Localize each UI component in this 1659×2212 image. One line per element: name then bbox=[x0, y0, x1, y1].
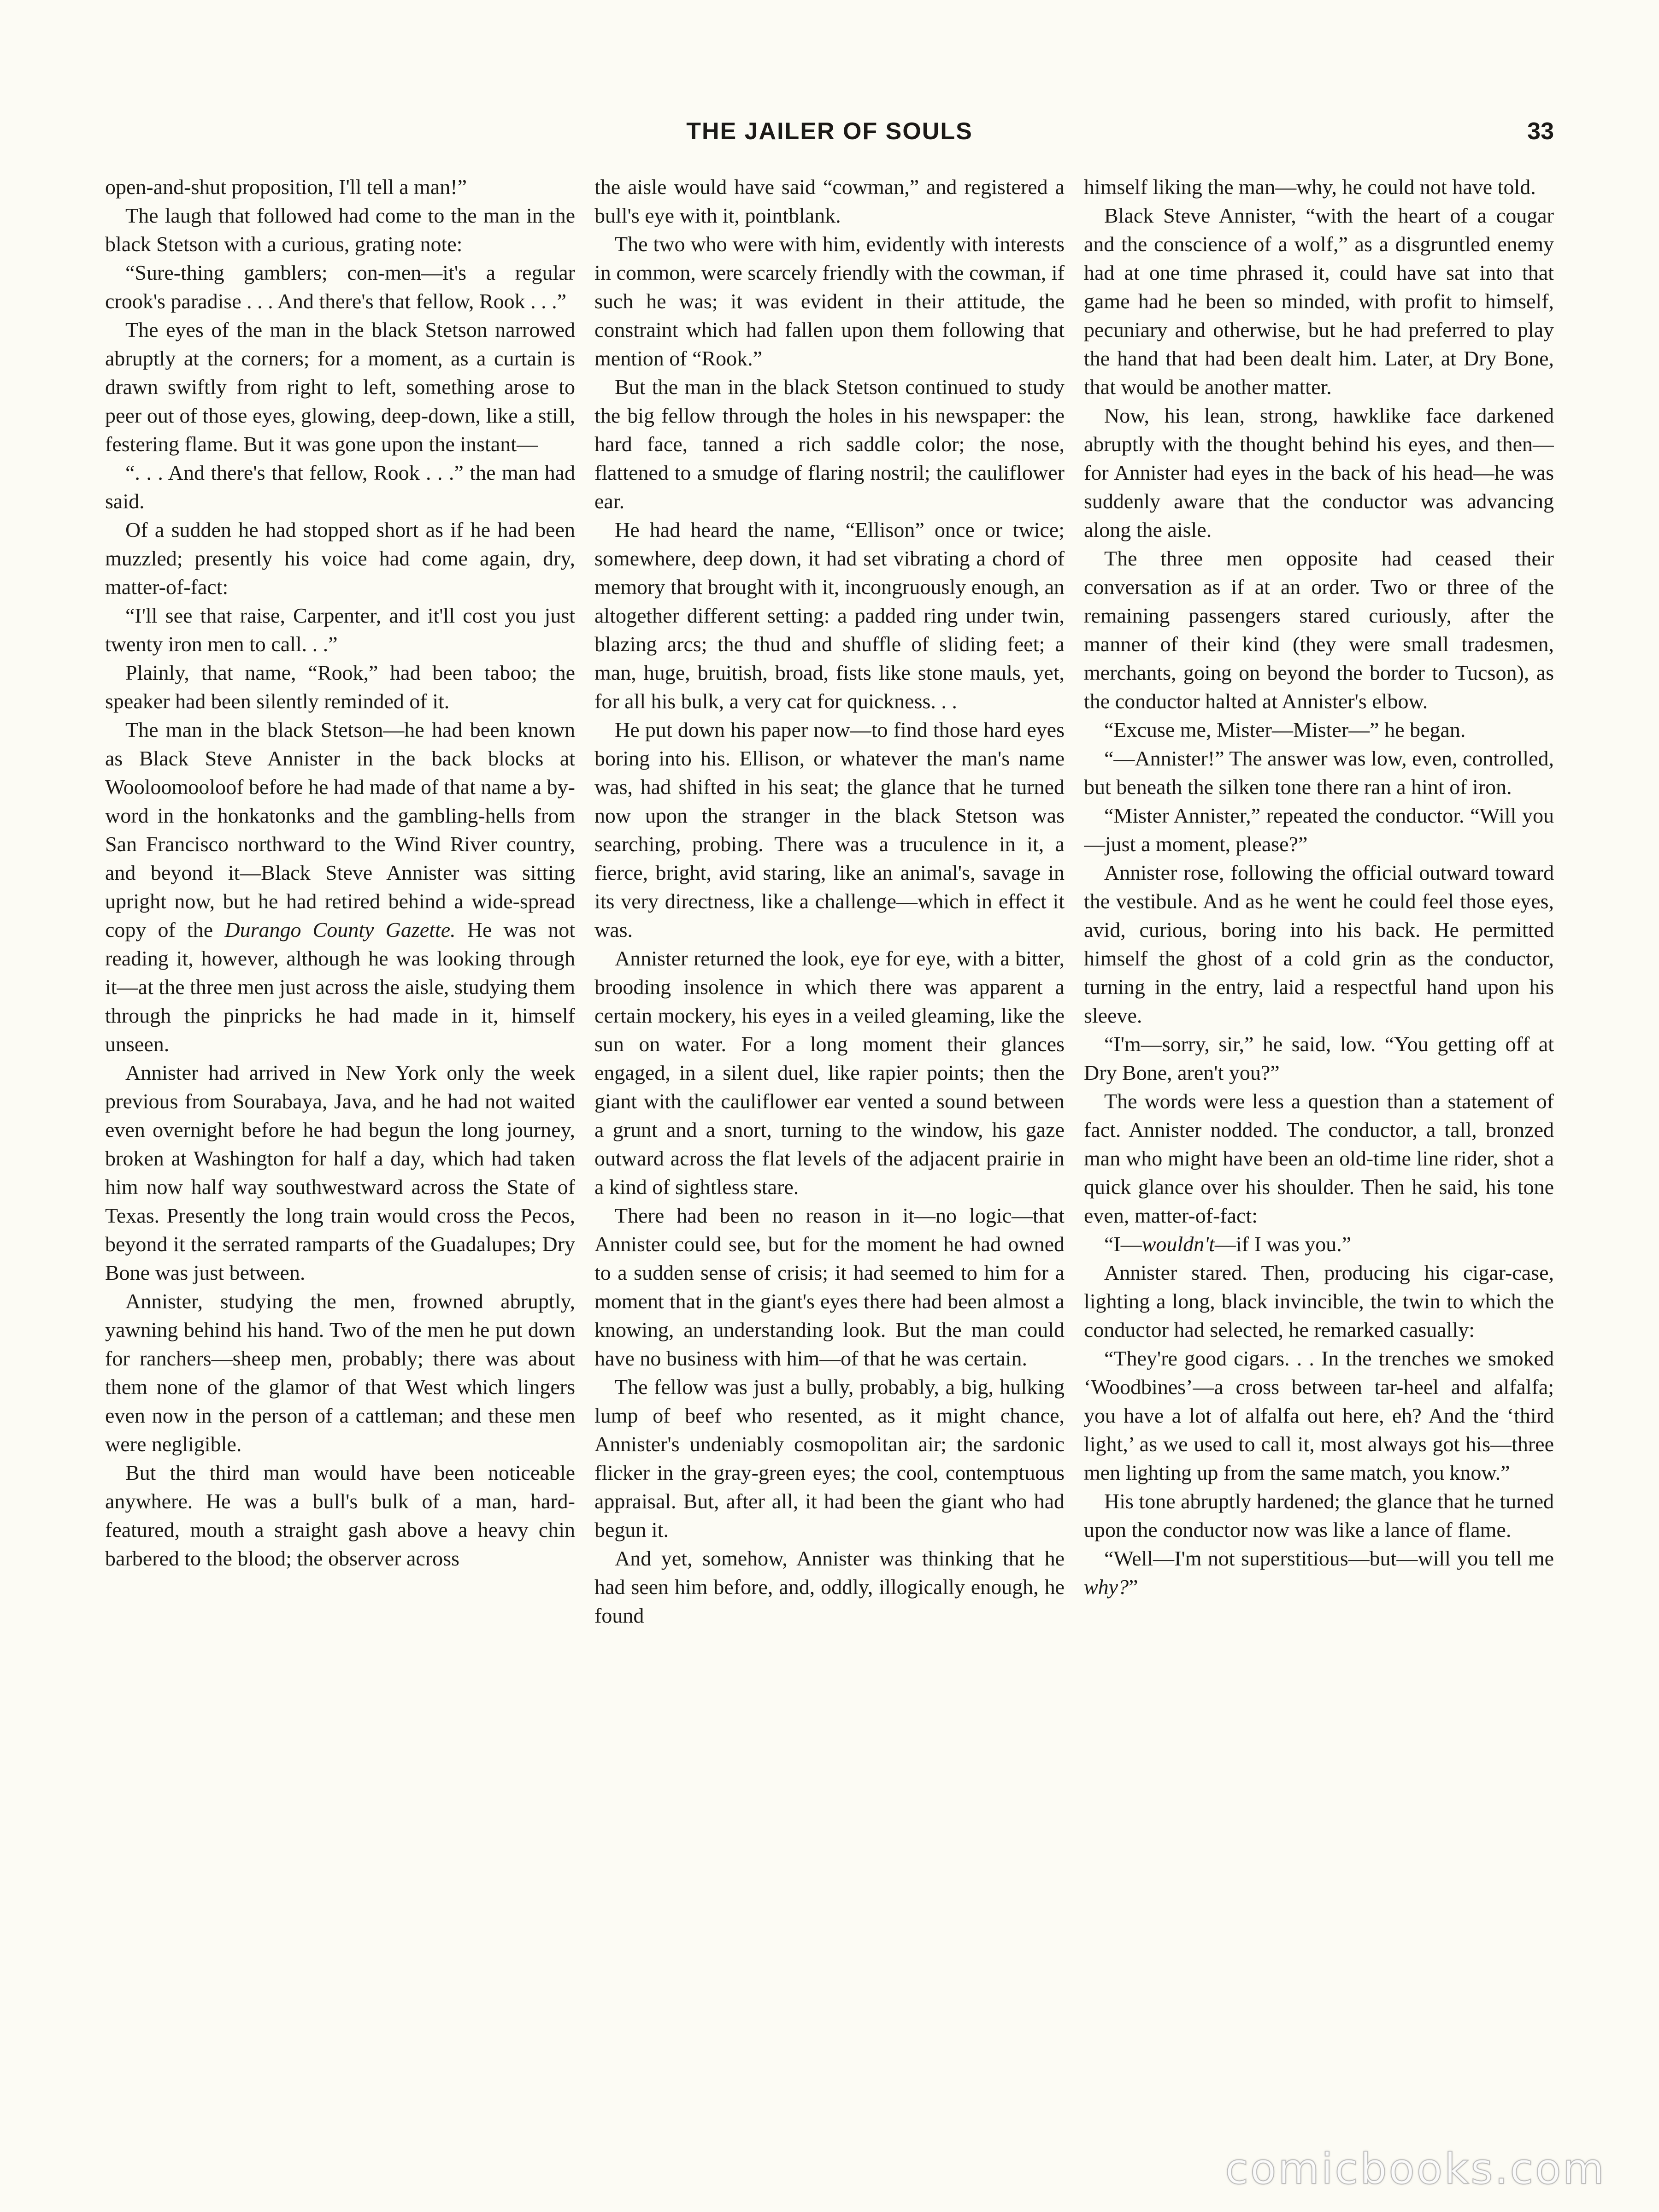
text-columns bbox=[105, 173, 1554, 2085]
paragraph bbox=[1084, 401, 1554, 544]
italic-text: why? bbox=[1084, 1575, 1129, 1599]
paragraph bbox=[105, 601, 575, 659]
text-column-2 bbox=[594, 173, 1065, 2085]
paragraph-text: The words were less a question than a statement of fact. Annister nodded. The conductor, a tall, bronzed man who might have been an old-time line rider, shot a quick glance over his shoulder. Then he said, his tone even, matter-of-fact: bbox=[1084, 1089, 1554, 1227]
paragraph bbox=[1084, 744, 1554, 801]
paragraph bbox=[594, 716, 1065, 944]
paragraph-text-after: —if I was you.” bbox=[1214, 1232, 1352, 1256]
paragraph-text-after: ” bbox=[1129, 1575, 1138, 1599]
paragraph bbox=[105, 1059, 575, 1287]
paragraph-text: The laugh that followed had come to the man in the black Stetson with a curious, grating note: bbox=[105, 204, 575, 256]
paragraph-text: Annister returned the look, eye for eye, with a bitter, brooding insolence in which there was apparent a certain mockery, his eyes in a veiled gleaming, like the sun on water. For a long moment their glances engaged, in a silent duel, like rapier points; then the giant with the cauliflower ear vented a sound between a grunt and a snort, turning to the window, his gaze outward across the flat levels of the adjacent prairie in a kind of sightless stare. bbox=[594, 947, 1065, 1199]
paragraph bbox=[1084, 1344, 1554, 1487]
paragraph-text: “I— bbox=[1104, 1232, 1142, 1256]
paragraph bbox=[105, 1287, 575, 1459]
paragraph bbox=[105, 459, 575, 516]
paragraph-text: His tone abruptly hardened; the glance that he turned upon the conductor now was like a lance of flame. bbox=[1084, 1489, 1554, 1541]
paragraph-text: “. . . And there's that fellow, Rook . . .” the man had said. bbox=[105, 461, 575, 513]
paragraph-text: Of a sudden he had stopped short as if he had been muzzled; presently his voice had come again, dry, matter-of-fact: bbox=[105, 518, 575, 599]
paragraph-text: But the third man would have been noticeable anywhere. He was a bull's bulk of a man, hard-featured, mouth a straight gash above a heavy chin barbered to the blood; the observer across bbox=[105, 1461, 575, 1570]
paragraph-text: Annister, studying the men, frowned abruptly, yawning behind his hand. Two of the men he put down for ranchers—sheep men, probably; there was about them none of the glamor of that West which lingers even now in the person of a cattleman; and these men were negligible. bbox=[105, 1289, 575, 1456]
paragraph-text: The eyes of the man in the black Stetson narrowed abruptly at the corners; for a moment, as a curtain is drawn swiftly from right to left, something arose to peer out of those eyes, glowing, deep-down, like a still, festering flame. But it was gone upon the instant— bbox=[105, 318, 575, 456]
italic-text: wouldn't bbox=[1141, 1232, 1215, 1256]
paragraph-text: The two who were with him, evidently with interests in common, were scarcely friendly with the cowman, if such he was; it was evident in their attitude, the constraint which had fallen upon them following that mention of “Rook.” bbox=[594, 232, 1065, 370]
paragraph bbox=[1084, 859, 1554, 1030]
paragraph bbox=[1084, 1230, 1554, 1259]
paragraph bbox=[594, 516, 1065, 716]
paragraph bbox=[105, 1459, 575, 1573]
paragraph-text: “Mister Annister,” repeated the conductor. “Will you—just a moment, please?” bbox=[1084, 804, 1554, 856]
paragraph bbox=[105, 516, 575, 601]
paragraph bbox=[594, 1544, 1065, 1630]
text-column-1 bbox=[105, 173, 575, 2085]
paragraph bbox=[594, 1201, 1065, 1373]
paragraph bbox=[105, 173, 575, 201]
paragraph bbox=[1084, 201, 1554, 401]
text-column-3 bbox=[1084, 173, 1554, 2085]
paragraph bbox=[1084, 544, 1554, 716]
paragraph-text: “Sure-thing gamblers; con-men—it's a regular crook's paradise . . . And there's that fellow, Rook . . .” bbox=[105, 261, 575, 313]
paragraph-text: Annister had arrived in New York only the week previous from Sourabaya, Java, and he had not waited even overnight before he had begun the long journey, broken at Washington for half a day, which had taken him now half way southwestward across the State of Texas. Presently the long train would cross the Pecos, beyond it the serrated ramparts of the Guadalupes; Dry Bone was just between. bbox=[105, 1061, 575, 1284]
paragraph-text-after: He was not reading it, however, although he was looking through it—at the three men just across the aisle, studying them through the pinpricks he had made in it, himself unseen. bbox=[105, 918, 575, 1056]
paragraph-text: open-and-shut proposition, I'll tell a man!” bbox=[105, 175, 467, 199]
paragraph-text: Annister rose, following the official outward toward the vestibule. And as he went he could feel those eyes, avid, curious, boring into his back. He permitted himself the ghost of a cold grin as the conductor, turning in the entry, laid a respectful hand upon his sleeve. bbox=[1084, 861, 1554, 1027]
paragraph bbox=[105, 659, 575, 716]
running-title: THE JAILER OF SOULS bbox=[686, 118, 973, 145]
paragraph bbox=[1084, 1259, 1554, 1344]
paragraph bbox=[594, 173, 1065, 230]
paragraph-text: Now, his lean, strong, hawklike face darkened abruptly with the thought behind his eyes, and then—for Annister had eyes in the back of his head—he was suddenly aware that the conductor was advancing along the aisle. bbox=[1084, 404, 1554, 541]
paragraph-text: Black Steve Annister, “with the heart of a cougar and the conscience of a wolf,” as a disgruntled enemy had at one time phrased it, could have sat into that game had he been so minded, with profit to himself, pecuniary and otherwise, but he had preferred to play the hand that had been dealt him. Later, at Dry Bone, that would be another matter. bbox=[1084, 204, 1554, 399]
paragraph bbox=[594, 944, 1065, 1201]
paragraph-text: the aisle would have said “cowman,” and registered a bull's eye with it, pointblank. bbox=[594, 175, 1065, 227]
paragraph-text: “Excuse me, Mister—Mister—” he began. bbox=[1104, 718, 1466, 741]
paragraph-text: He had heard the name, “Ellison” once or twice; somewhere, deep down, it had set vibrating a chord of memory that brought with it, incongruously enough, an altogether different setting: a padded ring under twin, blazing arcs; the thud and shuffle of sliding feet; a man, huge, bruitish, broad, fists like stone mauls, yet, for all his bulk, a very cat for quickness. . . bbox=[594, 518, 1065, 713]
paragraph-text: “I'm—sorry, sir,” he said, low. “You getting off at Dry Bone, aren't you?” bbox=[1084, 1032, 1554, 1084]
paragraph-text: But the man in the black Stetson continued to study the big fellow through the holes in his newspaper: the hard face, tanned a rich saddle color; the nose, flattened to a smudge of flaring nostril; the cauliflower ear. bbox=[594, 375, 1065, 513]
paragraph-text: Plainly, that name, “Rook,” had been taboo; the speaker had been silently reminded of it. bbox=[105, 661, 575, 713]
paragraph-text: There had been no reason in it—no logic—that Annister could see, but for the moment he had owned to a sudden sense of crisis; it had seemed to him for a moment that in the giant's eyes there had been almost a knowing, an understanding look. But the man could have no business with him—of that he was certain. bbox=[594, 1204, 1065, 1370]
paragraph bbox=[105, 259, 575, 316]
page-header bbox=[105, 118, 1554, 150]
paragraph-text: The three men opposite had ceased their conversation as if at an order. Two or three of the remaining passengers stared curiously, after the manner of their kind (they were small tradesmen, merchants, going on beyond the border to Tucson), as the conductor halted at Annister's elbow. bbox=[1084, 547, 1554, 713]
paragraph bbox=[1084, 173, 1554, 201]
paragraph bbox=[105, 201, 575, 259]
paragraph bbox=[1084, 1544, 1554, 1601]
paragraph bbox=[1084, 1487, 1554, 1544]
paragraph bbox=[594, 1373, 1065, 1544]
paragraph bbox=[1084, 716, 1554, 744]
paragraph bbox=[1084, 1087, 1554, 1230]
paragraph-text: He put down his paper now—to find those hard eyes boring into his. Ellison, or whatever the man's name was, had shifted in his seat; the glance that he turned now upon the stranger in the black Stetson was searching, probing. There was a truculence in it, a fierce, bright, avid staring, like an animal's, savage in its very directness, like a challenge—which in effect it was. bbox=[594, 718, 1065, 941]
paragraph-text: And yet, somehow, Annister was thinking that he had seen him before, and, oddly, illogically enough, he found bbox=[594, 1547, 1065, 1627]
italic-text: Durango County Gazette. bbox=[224, 918, 456, 941]
paragraph bbox=[1084, 1030, 1554, 1087]
paragraph bbox=[594, 373, 1065, 516]
paragraph-text: “Well—I'm not superstitious—but—will you tell me bbox=[1104, 1547, 1554, 1570]
paragraph-text: Annister stared. Then, producing his cigar-case, lighting a long, black invincible, the twin to which the conductor had selected, he remarked casually: bbox=[1084, 1261, 1554, 1341]
paragraph bbox=[1084, 801, 1554, 859]
paragraph bbox=[105, 316, 575, 459]
paragraph-text: “—Annister!” The answer was low, even, controlled, but beneath the silken tone there ran a hint of iron. bbox=[1084, 747, 1554, 799]
paragraph-text: “I'll see that raise, Carpenter, and it'll cost you just twenty iron men to call. . .” bbox=[105, 604, 575, 656]
paragraph-text: “They're good cigars. . . In the trenches we smoked ‘Woodbines’—a cross between tar-heel and alfalfa; you have a lot of alfalfa out here, eh? And the ‘third light,’ as we used to call it, most always got his—three men lighting up from the same match, you know.” bbox=[1084, 1347, 1554, 1484]
paragraph-text: The fellow was just a bully, probably, a big, hulking lump of beef who resented, as it might chance, Annister's undeniably cosmopolitan air; the sardonic flicker in the gray-green eyes; the cool, contemptuous appraisal. But, after all, it had been the giant who had begun it. bbox=[594, 1375, 1065, 1541]
page-number: 33 bbox=[1527, 118, 1554, 145]
paragraph bbox=[105, 716, 575, 1059]
watermark: comicbooks.com bbox=[1225, 2144, 1606, 2194]
paragraph bbox=[594, 230, 1065, 373]
paragraph-text: himself liking the man—why, he could not have told. bbox=[1084, 175, 1536, 199]
paragraph-text: The man in the black Stetson—he had been known as Black Steve Annister in the back blocks at Wooloomooloof before he had made of that name a by-word in the honkatonks and the gambling-hells from San Francisco northward to the Wind River country, and beyond it—Black Steve Annister was sitting upright now, but he had retired behind a wide-spread copy of the bbox=[105, 718, 575, 941]
